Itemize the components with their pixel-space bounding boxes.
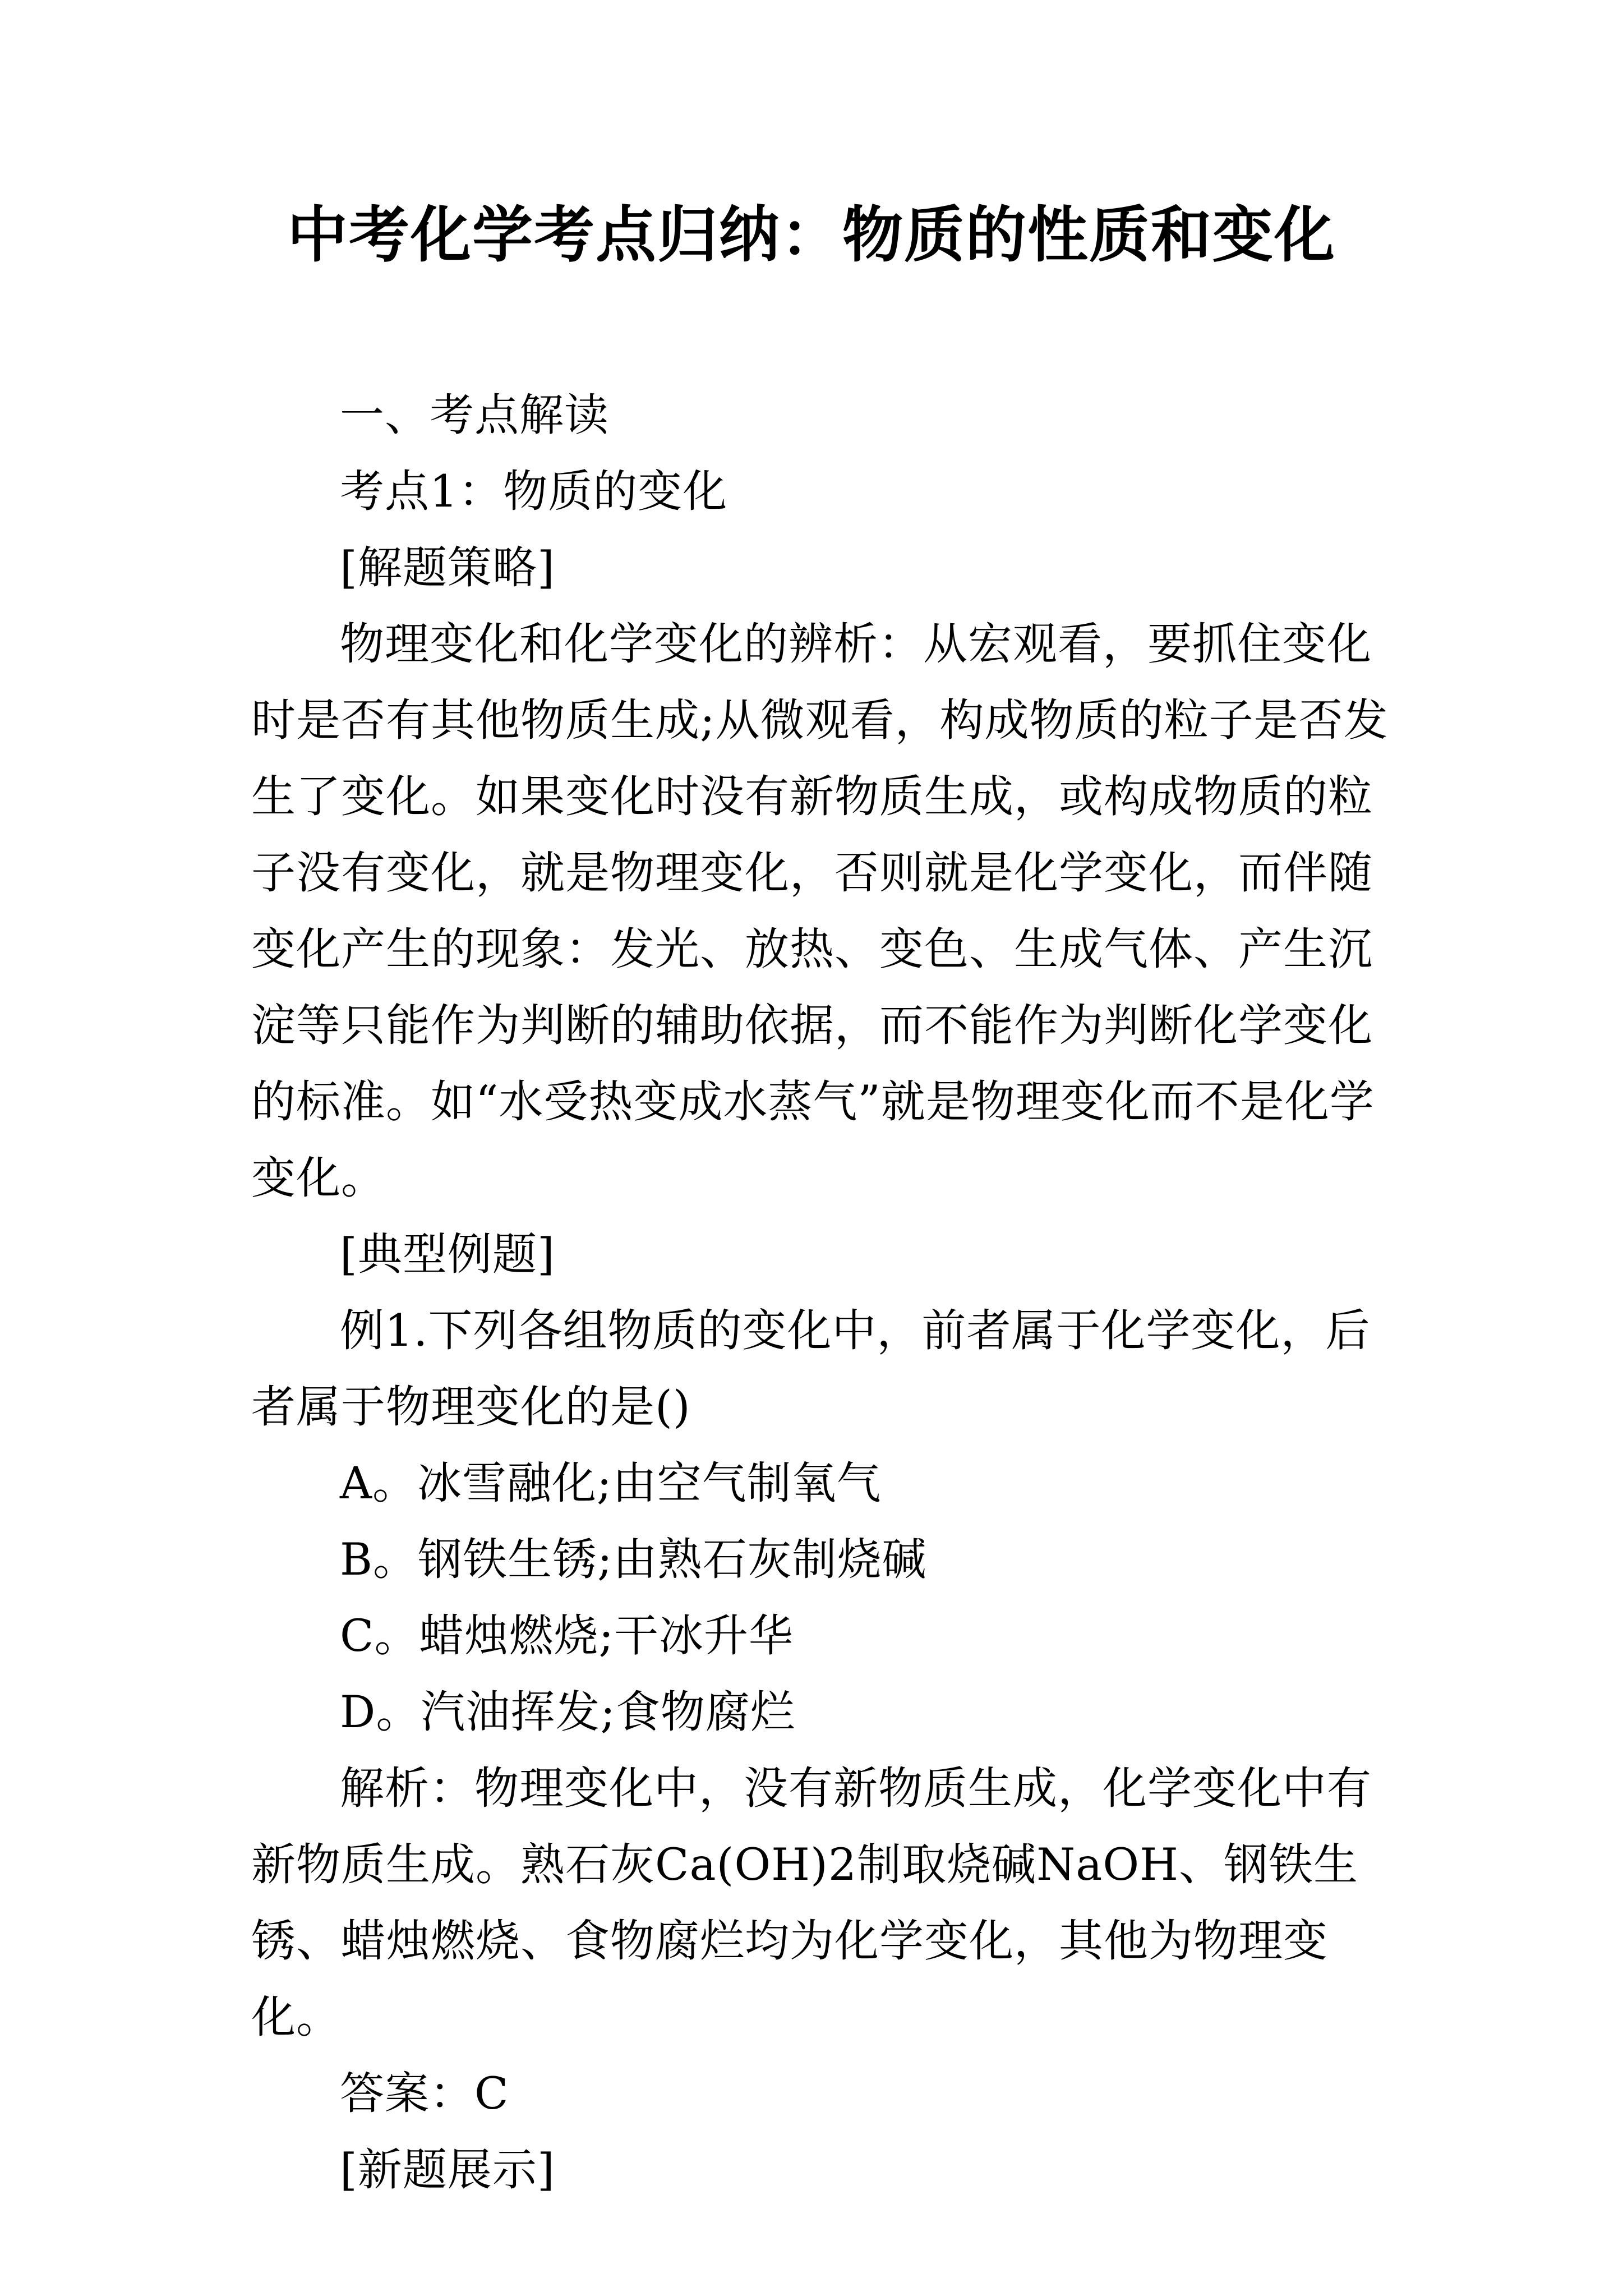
section-heading: 一、考点解读	[340, 389, 609, 441]
example-question: 例1.下列各组物质的变化中，前者属于化学变化，后者属于物理变化的是()	[251, 1305, 1371, 1433]
option-b: B。钢铁生锈;由熟石灰制烧碱	[340, 1534, 927, 1585]
examples-label: [典型例题]	[340, 1228, 555, 1280]
document-body	[251, 377, 1390, 2208]
option-a: A。冰雪融化;由空气制氧气	[340, 1457, 882, 1509]
strategy-label: [解题策略]	[340, 542, 555, 593]
answer-line: 答案：C	[340, 2068, 509, 2119]
strategy-paragraph: 物理变化和化学变化的辨析：从宏观看，要抓住变化时是否有其他物质生成;从微观看，构成物质的粒子是否发生了变化。如果变化时没有新物质生成，或构成物质的粒子没有变化，就是物理变化，否则就是化学变化，而伴随变化产生的现象：发光、放热、变色、生成气体、产生沉淀等只能作为判断的辅助依据，而不能作为判断化学变化的标准。如“水受热变成水蒸气”就是物理变化而不是化学变化。	[251, 618, 1389, 1204]
document-title: 中考化学考点归纳：物质的性质和变化	[287, 200, 1336, 270]
new-questions-label: [新题展示]	[340, 2144, 555, 2196]
option-d: D。汽油挥发;食物腐烂	[340, 1686, 795, 1738]
topic-heading: 考点1：物质的变化	[340, 466, 728, 517]
analysis-paragraph: 解析：物理变化中，没有新物质生成，化学变化中有新物质生成。熟石灰Ca(OH)2制取烧碱NaOH、钢铁生锈、蜡烛燃烧、食物腐烂均为化学变化，其他为物理变化。	[251, 1763, 1372, 2043]
option-c: C。蜡烛燃烧;干冰升华	[340, 1610, 794, 1662]
